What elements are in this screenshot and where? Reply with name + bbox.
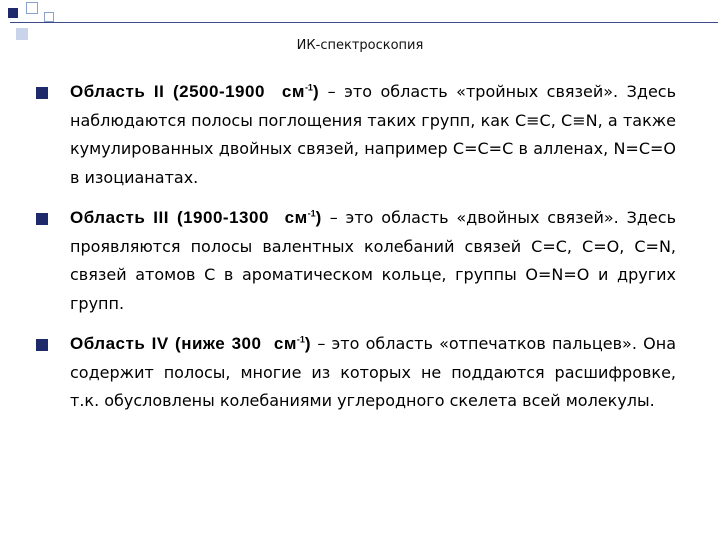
- square-bullet-icon: [36, 339, 48, 351]
- item-text: – это область «отпечатков пальцев». Она содержит полосы, многие из которых не поддаются расшифровке, т.к. обусловлены колебаниями углеродного скелета всей молекулы.: [70, 334, 676, 410]
- item-unit: см: [281, 82, 305, 101]
- item-unit: см: [284, 208, 308, 227]
- decor-square-4: [44, 12, 54, 22]
- item-heading: Область III (1900-1300: [70, 208, 269, 227]
- page-title: ИК-спектроскопия: [296, 38, 424, 53]
- list-item: [36, 204, 676, 318]
- item-close-paren: ): [304, 334, 312, 353]
- item-text: – это область «двойных связей». Здесь проявляются полосы валентных колебаний связей C=C, C=O, C=N, связей атомов С в ароматическом кольце, группы O=N=O и других групп.: [70, 208, 677, 313]
- item-text: – это область «тройных связей». Здесь наблюдаются полосы поглощения таких групп, как C≡C, C≡N, а также кумулированных двойных связей, например C=C=C в алленах, N=C=O в изоцианатах.: [70, 82, 677, 187]
- list-item: [36, 330, 676, 416]
- decor-square-2: [26, 2, 38, 14]
- list-item: [36, 78, 676, 192]
- square-bullet-icon: [36, 213, 48, 225]
- square-bullet-icon: [36, 87, 48, 99]
- item-unit-sup: -1: [304, 82, 313, 93]
- item-unit-sup: -1: [296, 334, 305, 345]
- item-unit: см: [273, 334, 297, 353]
- top-divider: [10, 22, 718, 23]
- bullet-list: [36, 78, 676, 416]
- item-unit-sup: -1: [307, 208, 316, 219]
- item-heading: Область IV (ниже 300: [70, 334, 262, 353]
- item-close-paren: ): [315, 208, 322, 227]
- item-close-paren: ): [312, 82, 320, 101]
- decor-square-1: [8, 8, 18, 18]
- item-heading: Область II (2500-1900: [70, 82, 265, 101]
